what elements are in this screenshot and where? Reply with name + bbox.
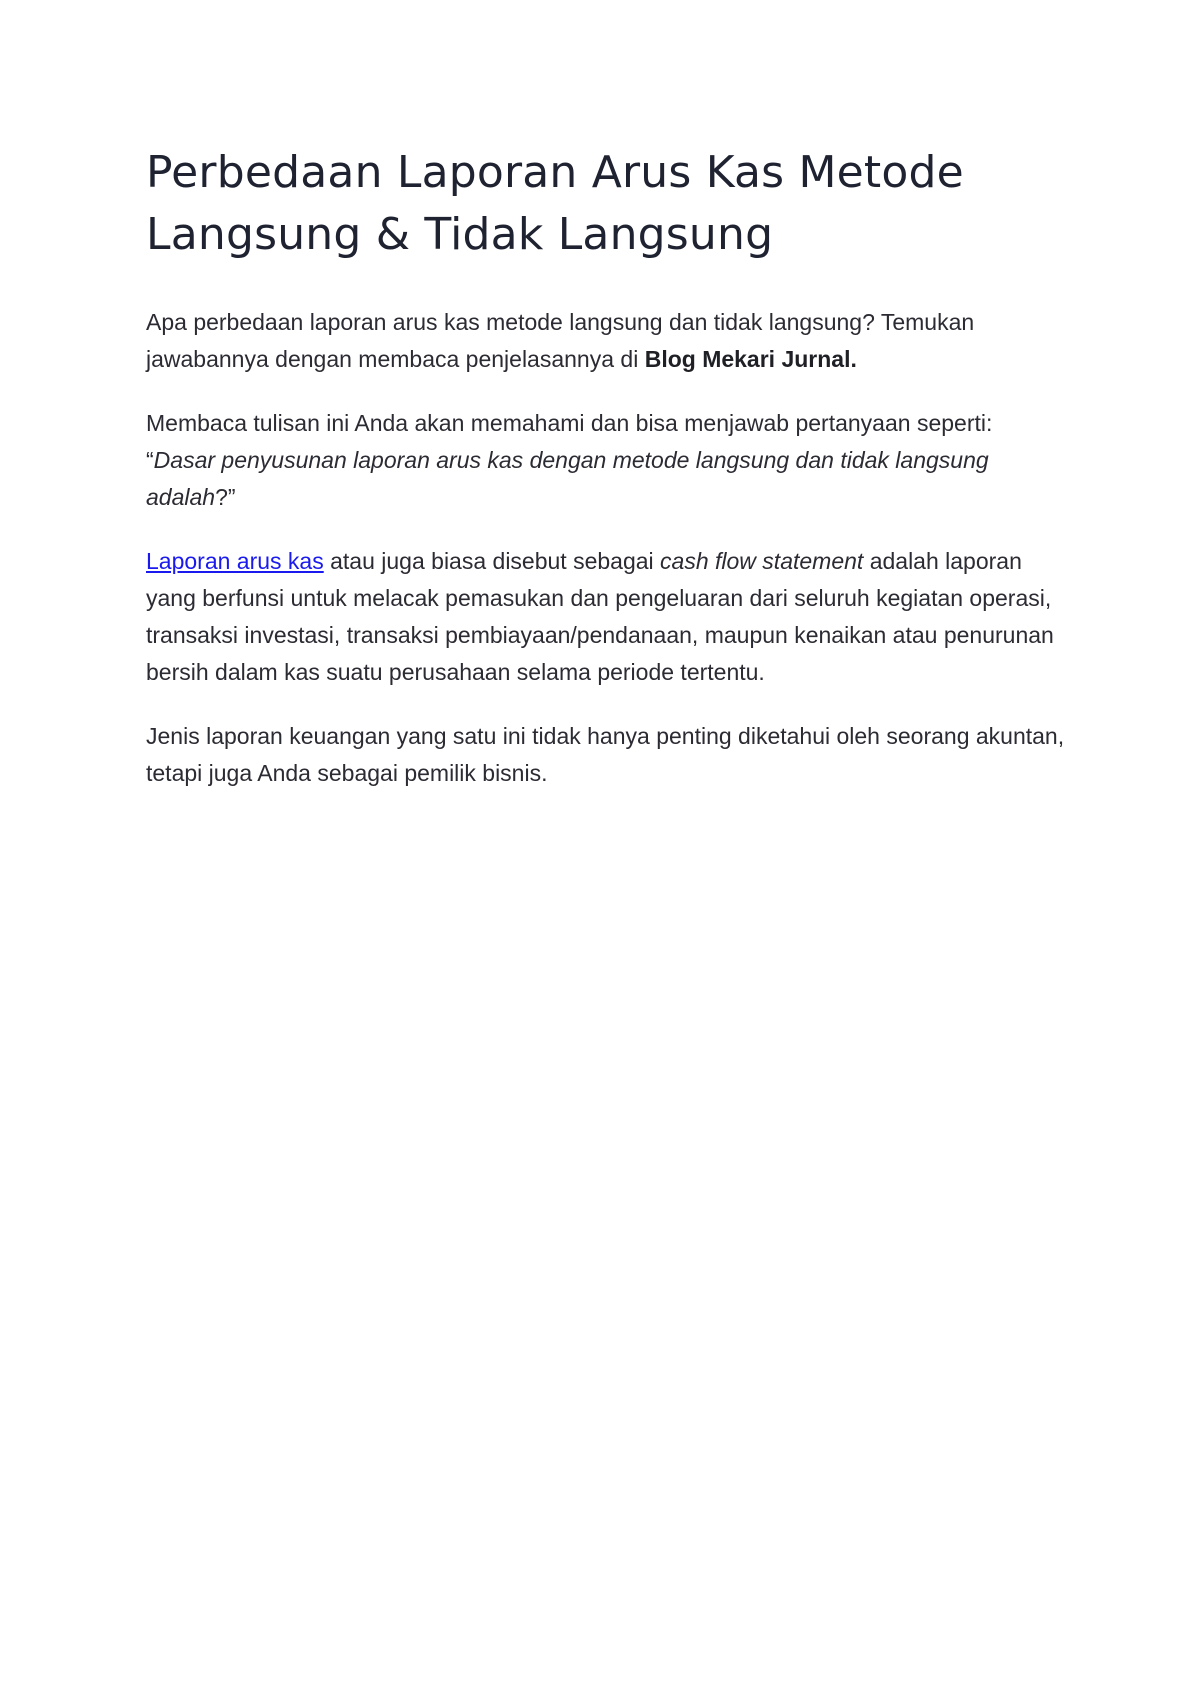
blog-name: Blog Mekari Jurnal. [644, 346, 857, 372]
definition-paragraph [146, 543, 1066, 691]
question-paragraph [146, 405, 1066, 516]
intro-paragraph [146, 304, 1066, 378]
definition-italic: cash flow statement [660, 548, 864, 574]
article-title: Perbedaan Laporan Arus Kas Metode Langsung & Tidak Langsung [146, 147, 964, 260]
question-lead: Membaca tulisan ini Anda akan memahami dan bisa menjawab pertanyaan seperti: “ [146, 410, 993, 473]
definition-text-1: atau juga biasa disebut sebagai [323, 548, 661, 574]
intro-text: Apa perbedaan laporan arus kas metode langsung dan tidak langsung? Temukan jawabannya dengan membaca penjelasannya di [146, 309, 975, 372]
article-body [146, 142, 1066, 792]
question-italic: Dasar penyusunan laporan arus kas dengan metode langsung dan tidak langsung adalah [146, 447, 989, 510]
cash-flow-link[interactable]: Laporan arus kas [146, 548, 324, 574]
closing-paragraph: Jenis laporan keuangan yang satu ini tidak hanya penting diketahui oleh seorang akuntan, tetapi juga Anda sebagai pemilik bisnis. [146, 723, 1065, 786]
question-end: ?” [215, 484, 236, 510]
definition-text-2: adalah laporan yang berfunsi untuk melacak pemasukan dan pengeluaran dari seluruh kegiatan operasi, transaksi investasi, transaksi pembiayaan/pendanaan, maupun kenaikan atau penurunan bersih dalam kas suatu perusahaan selama periode tertentu. [146, 548, 1054, 685]
